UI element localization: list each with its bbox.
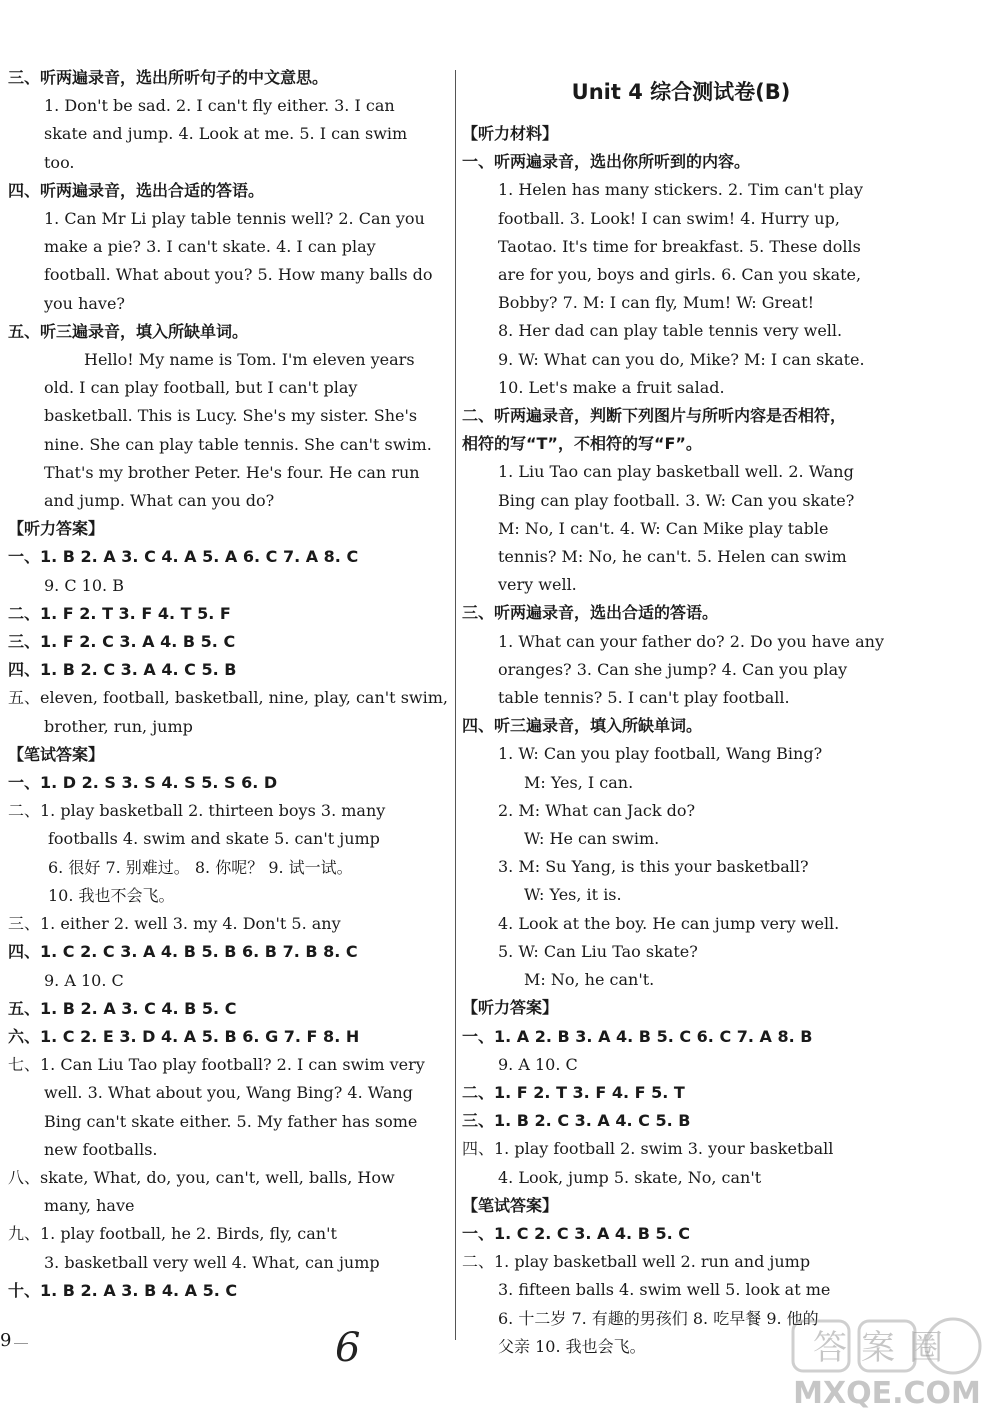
text-line: 二、1. F 2. T 3. F 4. T 5. F xyxy=(8,603,231,623)
text-line: Taotao. It's time for breakfast. 5. These dolls xyxy=(498,236,861,256)
text-line: tennis? M: No, he can't. 5. Helen can swim xyxy=(498,547,847,567)
watermark-url: MXQE.COM xyxy=(793,1376,981,1410)
text-line: 1. What can your father do? 2. Do you have any xyxy=(498,631,884,651)
text-line: 【听力答案】 xyxy=(462,998,559,1018)
text-line: many, have xyxy=(44,1196,135,1216)
text-line: 五、听三遍录音，填入所缺单词。 xyxy=(8,321,249,341)
text-line: oranges? 3. Can she jump? 4. Can you play xyxy=(498,659,848,679)
text-line: 1. Don't be sad. 2. I can't fly either. 3. I can xyxy=(44,96,395,116)
text-line: old. I can play football, but I can't play xyxy=(44,378,358,398)
text-line: 9. C 10. B xyxy=(44,575,124,595)
text-line: 4. Look, jump 5. skate, No, can't xyxy=(498,1167,762,1187)
test-title: Unit 4 综合测试卷(B) xyxy=(571,80,791,104)
text-line: 二、听两遍录音，判断下列图片与所听内容是否相符， xyxy=(462,406,847,426)
text-line: brother, run, jump xyxy=(44,716,193,736)
text-line: That's my brother Peter. He's four. He can run xyxy=(44,462,420,482)
text-line: 九、1. play football, he 2. Birds, fly, can't xyxy=(8,1224,337,1244)
text-line: 6. 十二岁 7. 有趣的男孩们 8. 吃早餐 9. 他的 xyxy=(498,1308,819,1328)
page-number: 9 xyxy=(0,1330,12,1351)
text-line: 5. W: Can Liu Tao skate? xyxy=(498,941,698,961)
text-line: skate and jump. 4. Look at me. 5. I can swim xyxy=(44,124,408,144)
right-column-lines xyxy=(462,120,900,1361)
text-line: too. xyxy=(44,152,75,172)
left-column xyxy=(8,64,448,1305)
text-line: are for you, boys and girls. 6. Can you skate, xyxy=(498,265,862,285)
text-line: 二、1. F 2. T 3. F 4. F 5. T xyxy=(462,1082,685,1102)
text-line: 一、1. C 2. C 3. A 4. B 5. C xyxy=(462,1223,690,1243)
text-line: 父亲 10. 我也会飞。 xyxy=(498,1336,646,1356)
text-line: 五、eleven, football, basketball, nine, play, can't swim, xyxy=(8,688,448,708)
text-line: Bing can't skate either. 5. My father has some xyxy=(44,1111,418,1131)
text-line: football. What about you? 5. How many balls do xyxy=(44,265,433,285)
text-line: W: He can swim. xyxy=(524,829,660,849)
text-line: 1. W: Can you play football, Wang Bing? xyxy=(498,744,823,764)
text-line: and jump. What can you do? xyxy=(44,491,275,511)
text-line: 一、1. B 2. A 3. C 4. A 5. A 6. C 7. A 8. C xyxy=(8,547,359,567)
text-line: 9. W: What can you do, Mike? M: I can skate. xyxy=(498,349,865,369)
text-line: 3. basketball very well 4. What, can jump xyxy=(44,1252,380,1272)
text-line: Hello! My name is Tom. I'm eleven years xyxy=(84,350,415,370)
text-line: 五、1. B 2. A 3. C 4. B 5. C xyxy=(8,998,237,1018)
text-line: 一、1. D 2. S 3. S 4. S 5. S 6. D xyxy=(8,773,278,793)
text-line: 六、1. C 2. E 3. D 4. A 5. B 6. G 7. F 8. H xyxy=(8,1026,360,1046)
text-line: 2. M: What can Jack do? xyxy=(498,800,696,820)
text-line: 四、1. B 2. C 3. A 4. C 5. B xyxy=(8,660,237,680)
text-line: footballs 4. swim and skate 5. can't jump xyxy=(48,829,380,849)
text-line: 3. fifteen balls 4. swim well 5. look at me xyxy=(498,1280,831,1300)
text-line: 二、1. play basketball 2. thirteen boys 3. many xyxy=(8,801,386,821)
text-line: 十、1. B 2. A 3. B 4. A 5. C xyxy=(8,1280,238,1300)
text-line: 8. Her dad can play table tennis very well. xyxy=(498,321,843,341)
watermark-logo xyxy=(785,1315,990,1410)
text-line: 一、1. A 2. B 3. A 4. B 5. C 6. C 7. A 8. B xyxy=(462,1026,813,1046)
text-line: 四、听两遍录音，选出合适的答语。 xyxy=(8,180,265,200)
text-line: 10. 我也不会飞。 xyxy=(48,885,175,905)
text-line: table tennis? 5. I can't play football. xyxy=(498,688,790,708)
text-line: 三、听两遍录音，选出合适的答语。 xyxy=(462,603,719,623)
text-line: 三、听两遍录音，选出所听句子的中文意思。 xyxy=(8,68,329,87)
text-line: 10. Let's make a fruit salad. xyxy=(498,377,725,397)
text-line: Bobby? 7. M: I can fly, Mum! W: Great! xyxy=(498,293,815,313)
text-line: 三、1. F 2. C 3. A 4. B 5. C xyxy=(8,632,236,652)
text-line: 三、1. either 2. well 3. my 4. Don't 5. any xyxy=(8,914,341,934)
text-line: M: No, I can't. 4. W: Can Mike play table xyxy=(498,518,829,538)
watermark-text: 答案圈 xyxy=(813,1328,957,1368)
text-line: 八、skate, What, do, you, can't, well, balls, How xyxy=(8,1167,395,1187)
text-line: 相符的写“T”，不相符的写“F”。 xyxy=(462,434,702,454)
text-line: 4. Look at the boy. He can jump very well. xyxy=(498,913,840,933)
text-line: M: No, he can't. xyxy=(524,970,655,990)
text-line: 【笔试答案】 xyxy=(8,744,105,764)
text-line: new footballs. xyxy=(44,1139,158,1159)
text-line: you have? xyxy=(44,293,125,313)
text-line: nine. She can play table tennis. She can't swim. xyxy=(44,434,432,454)
text-line: 七、1. Can Liu Tao play football? 2. I can swim very xyxy=(8,1055,425,1075)
text-line: 【笔试答案】 xyxy=(462,1195,559,1215)
text-line: W: Yes, it is. xyxy=(524,885,622,905)
text-line: 9. A 10. C xyxy=(498,1054,578,1074)
text-line: very well. xyxy=(498,575,577,595)
text-line: 四、1. play football 2. swim 3. your basketball xyxy=(462,1139,834,1159)
text-line: 1. Helen has many stickers. 2. Tim can't play xyxy=(498,180,863,200)
handwritten-mark: 6 xyxy=(335,1325,361,1371)
text-line: 一、听两遍录音，选出你所听到的内容。 xyxy=(462,152,751,172)
column-divider xyxy=(455,70,456,1340)
page-number-rule xyxy=(14,1343,28,1344)
text-line: well. 3. What about you, Wang Bing? 4. Wang xyxy=(44,1083,413,1103)
text-line: football. 3. Look! I can swim! 4. Hurry up, xyxy=(498,208,840,228)
text-line: 【听力答案】 xyxy=(8,519,105,539)
text-line: M: Yes, I can. xyxy=(524,772,634,792)
text-line: 二、1. play basketball well 2. run and jump xyxy=(462,1252,811,1272)
text-line: 四、1. C 2. C 3. A 4. B 5. B 6. B 7. B 8. C xyxy=(8,942,358,962)
text-line: 【听力材料】 xyxy=(462,124,559,143)
text-line: 四、听三遍录音，填入所缺单词。 xyxy=(462,716,703,736)
text-line: 三、1. B 2. C 3. A 4. C 5. B xyxy=(462,1111,691,1131)
text-line: 9. A 10. C xyxy=(44,970,124,990)
text-line: Bing can play football. 3. W: Can you skate? xyxy=(498,490,855,510)
text-line: basketball. This is Lucy. She's my sister. She's xyxy=(44,406,418,426)
text-line: 6. 很好 7. 别难过。 8. 你呢？ 9. 试一试。 xyxy=(48,857,353,877)
text-line: 1. Can Mr Li play table tennis well? 2. Can you xyxy=(44,209,425,229)
text-line: 3. M: Su Yang, is this your basketball? xyxy=(498,857,809,877)
text-line: make a pie? 3. I can't skate. 4. I can play xyxy=(44,237,376,257)
right-column xyxy=(462,64,900,1361)
text-line: 1. Liu Tao can play basketball well. 2. Wang xyxy=(498,462,854,482)
